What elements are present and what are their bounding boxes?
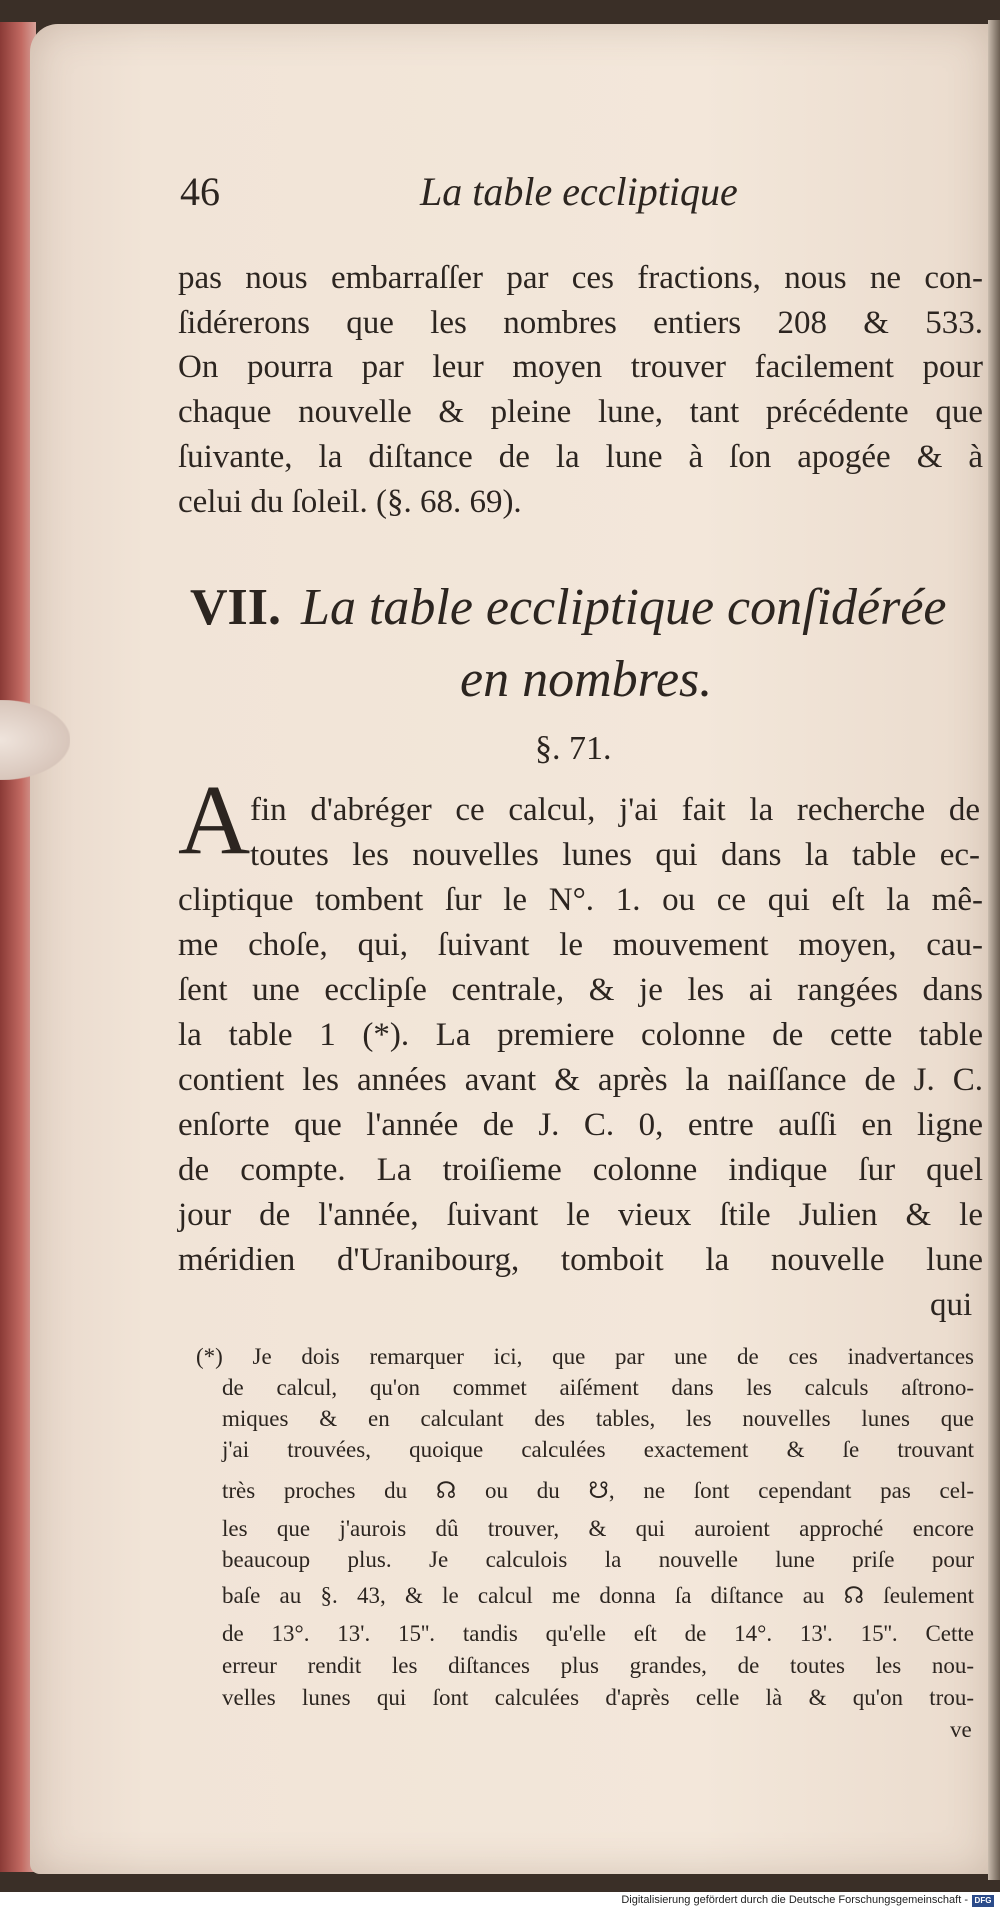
body-line: cliptique tombent ſur le N°. 1. ou ce qui eſt la mê- bbox=[178, 882, 983, 918]
dfg-logo: DFG bbox=[972, 1895, 994, 1907]
running-title: La table eccliptique bbox=[420, 169, 738, 214]
page-clip bbox=[0, 700, 70, 780]
section-number: VII. bbox=[190, 579, 282, 636]
drop-cap: A bbox=[178, 764, 251, 875]
page-number: 46 bbox=[180, 169, 220, 214]
footnote-line: baſe au §. 43, & le calcul me donna ſa diſtance au ☊ ſeulement bbox=[222, 1583, 974, 1608]
page-edge-right bbox=[988, 20, 1000, 1880]
body-line: enſorte que l'année de J. C. 0, entre auſſi en ligne bbox=[178, 1107, 983, 1143]
body-line: jour de l'année, ſuivant le vieux ſtile Julien & le bbox=[178, 1197, 983, 1233]
body-line: fin d'abréger ce calcul, j'ai fait la recherche de bbox=[250, 792, 980, 828]
footnote-line: les que j'aurois dû trouver, & qui auroient approché encore bbox=[222, 1516, 974, 1541]
body-line: celui du ſoleil. (§. 68. 69). bbox=[178, 484, 522, 520]
body-line: me choſe, qui, ſuivant le mouvement moyen, cau- bbox=[178, 927, 983, 963]
body-line: toutes les nouvelles lunes qui dans la table ec- bbox=[250, 837, 980, 873]
body-line: méridien d'Uranibourg, tomboit la nouvelle lune bbox=[178, 1242, 983, 1278]
footnote-line: (*) Je dois remarquer ici, que par une de ces inadvertances bbox=[196, 1344, 974, 1369]
footnote-line: beaucoup plus. Je calculois la nouvelle lune priſe pour bbox=[222, 1547, 974, 1572]
funding-credit: Digitalisierung gefördert durch die Deutsche Forschungsgemeinschaft - bbox=[621, 1894, 968, 1906]
body-line: On pourra par leur moyen trouver facilement pour bbox=[178, 349, 983, 385]
section-title-line2: en nombres. bbox=[460, 651, 713, 708]
catchword: qui bbox=[930, 1287, 973, 1323]
body-line: de compte. La troiſieme colonne indique ſur quel bbox=[178, 1152, 983, 1188]
section-title-line1: La table eccliptique conſidérée bbox=[301, 579, 947, 636]
body-line: pas nous embarraſſer par ces fractions, nous ne con- bbox=[178, 260, 983, 296]
footnote-line: de 13°. 13'. 15''. tandis qu'elle eſt de 14°. 13'. 15''. Cette bbox=[222, 1621, 974, 1646]
section-heading bbox=[190, 578, 980, 637]
body-line: ſuivante, la diſtance de la lune à ſon apogée & à bbox=[178, 439, 983, 475]
body-line: contient les années avant & après la naiſſance de J. C. bbox=[178, 1062, 983, 1098]
paragraph-number: §. 71. bbox=[535, 730, 612, 767]
footnote-line: erreur rendit les diſtances plus grandes, de toutes les nou- bbox=[222, 1653, 974, 1678]
digitization-footer bbox=[0, 1892, 1000, 1911]
footnote-line: très proches du ☊ ou du ☋, ne ſont cependant pas cel- bbox=[222, 1478, 974, 1503]
footnote-catchword: ve bbox=[950, 1717, 972, 1742]
body-line: ſidérerons que les nombres entiers 208 & 533. bbox=[178, 305, 983, 341]
footnote-line: de calcul, qu'on commet aiſément dans les calculs aſtrono- bbox=[222, 1375, 974, 1400]
body-line: chaque nouvelle & pleine lune, tant précédente que bbox=[178, 394, 983, 430]
footnote-line: miques & en calculant des tables, les nouvelles lunes que bbox=[222, 1406, 974, 1431]
body-line: ſent une ecclipſe centrale, & je les ai rangées dans bbox=[178, 972, 983, 1008]
body-line: la table 1 (*). La premiere colonne de cette table bbox=[178, 1017, 983, 1053]
footnote-line: j'ai trouvées, quoique calculées exactement & ſe trouvant bbox=[222, 1437, 974, 1462]
footnote-line: velles lunes qui ſont calculées d'après celle là & qu'on trou- bbox=[222, 1685, 974, 1710]
